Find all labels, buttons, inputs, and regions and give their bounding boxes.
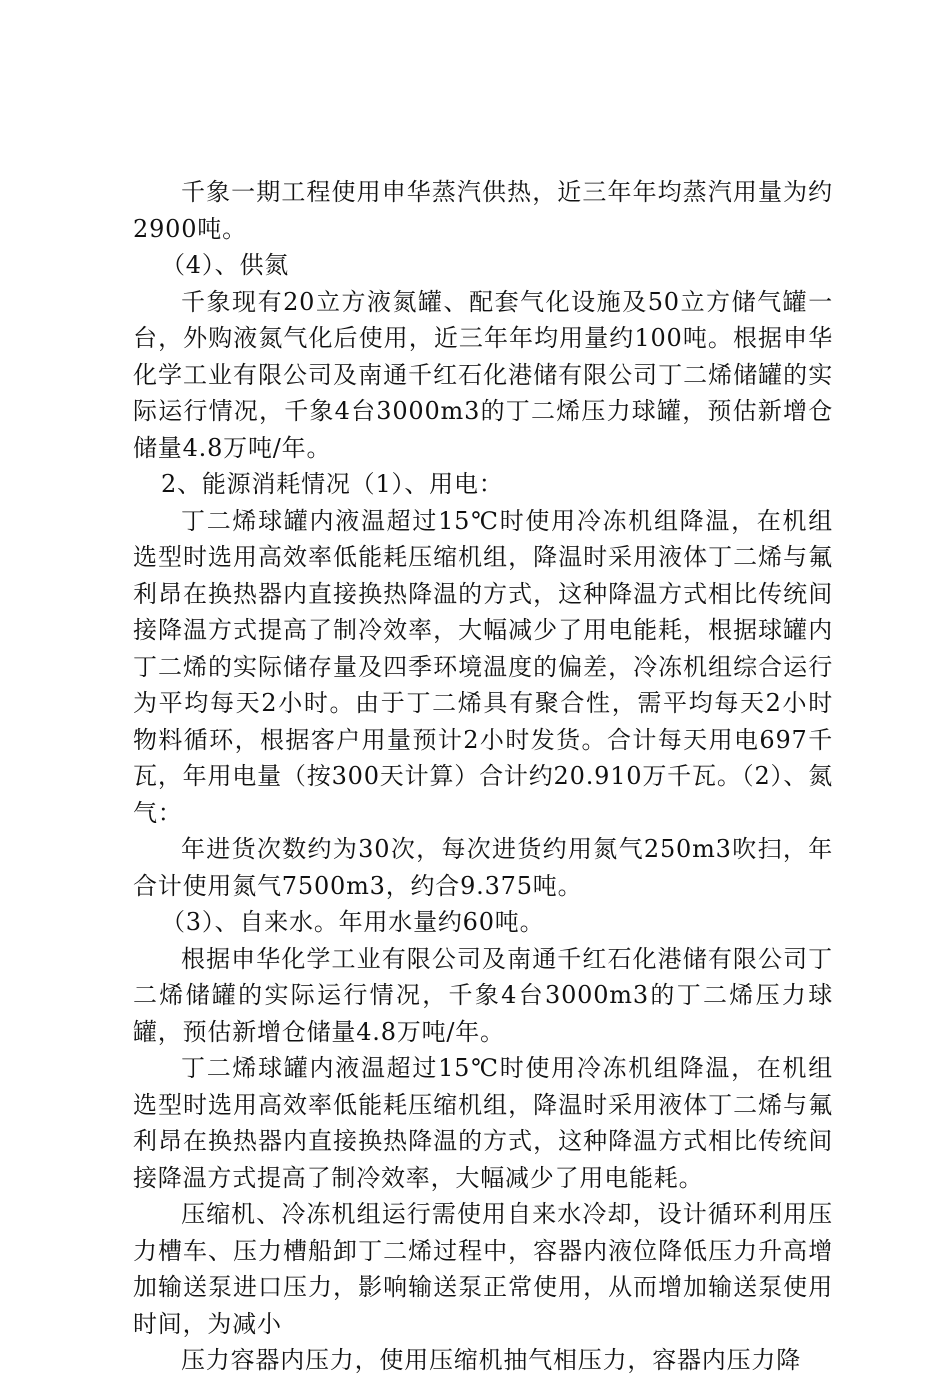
paragraph-storage-estimate: 根据申华化学工业有限公司及南通千红石化港储有限公司丁二烯储罐的实际运行情况，千象4台3000m3的丁二烯压力球罐，预估新增仓储量4.8万吨/年。 (133, 944, 833, 1046)
paragraph-electricity-use: 丁二烯球罐内液温超过15℃时使用冷冻机组降温，在机组选型时选用高效率低能耗压缩机组，降温时采用液体丁二烯与氟利昂在换热器内直接换热降温的方式，这种降温方式相比传统间接降温方式提高了制冷效率，大幅减少了用电能耗，根据球罐内丁二烯的实际储存量及四季环境温度的偏差，冷冻机组综合运行为平均每天2小时。由于丁二烯具有聚合性，需平均每天2小时物料循环，根据客户用量预计2小时发货。合计每天用电697千瓦，年用电量（按300天计算）合计约20.910万千瓦。（2）、氮气： (133, 506, 833, 827)
heading-tap-water: （3）、自来水。年用水量约60吨。 (161, 908, 545, 936)
document-body (133, 174, 833, 1379)
paragraph-cooling-method: 丁二烯球罐内液温超过15℃时使用冷冻机组降温，在机组选型时选用高效率低能耗压缩机组，降温时采用液体丁二烯与氟利昂在换热器内直接换热降温的方式，这种降温方式相比传统间接降温方式提高了制冷效率，大幅减少了用电能耗。 (133, 1054, 833, 1192)
paragraph-steam-supply: 千象一期工程使用申华蒸汽供热，近三年年均蒸汽用量为约2900吨。 (133, 178, 833, 243)
paragraph-pressure-vessel: 压力容器内压力，使用压缩机抽气相压力，容器内压力降 (181, 1346, 801, 1374)
paragraph-compressor-cooling: 压缩机、冷冻机组运行需使用自来水冷却，设计循环利用压力槽车、压力槽船卸丁二烯过程中，容器内液位降低压力升高增加输送泵进口压力，影响输送泵正常使用，从而增加输送泵使用时间，为减小 (133, 1200, 833, 1338)
heading-nitrogen-supply: （4）、供氮 (161, 251, 290, 279)
heading-energy-consumption: 2、能源消耗情况（1）、用电： (161, 470, 504, 498)
paragraph-nitrogen-use: 年进货次数约为30次，每次进货约用氮气250m3吹扫，年合计使用氮气7500m3，约合9.375吨。 (133, 835, 833, 900)
paragraph-liquid-nitrogen: 千象现有20立方液氮罐、配套气化设施及50立方储气罐一台，外购液氮气化后使用，近三年年均用量约100吨。根据申华化学工业有限公司及南通千红石化港储有限公司丁二烯储罐的实际运行情况，千象4台3000m3的丁二烯压力球罐，预估新增仓储量4.8万吨/年。 (133, 287, 833, 462)
